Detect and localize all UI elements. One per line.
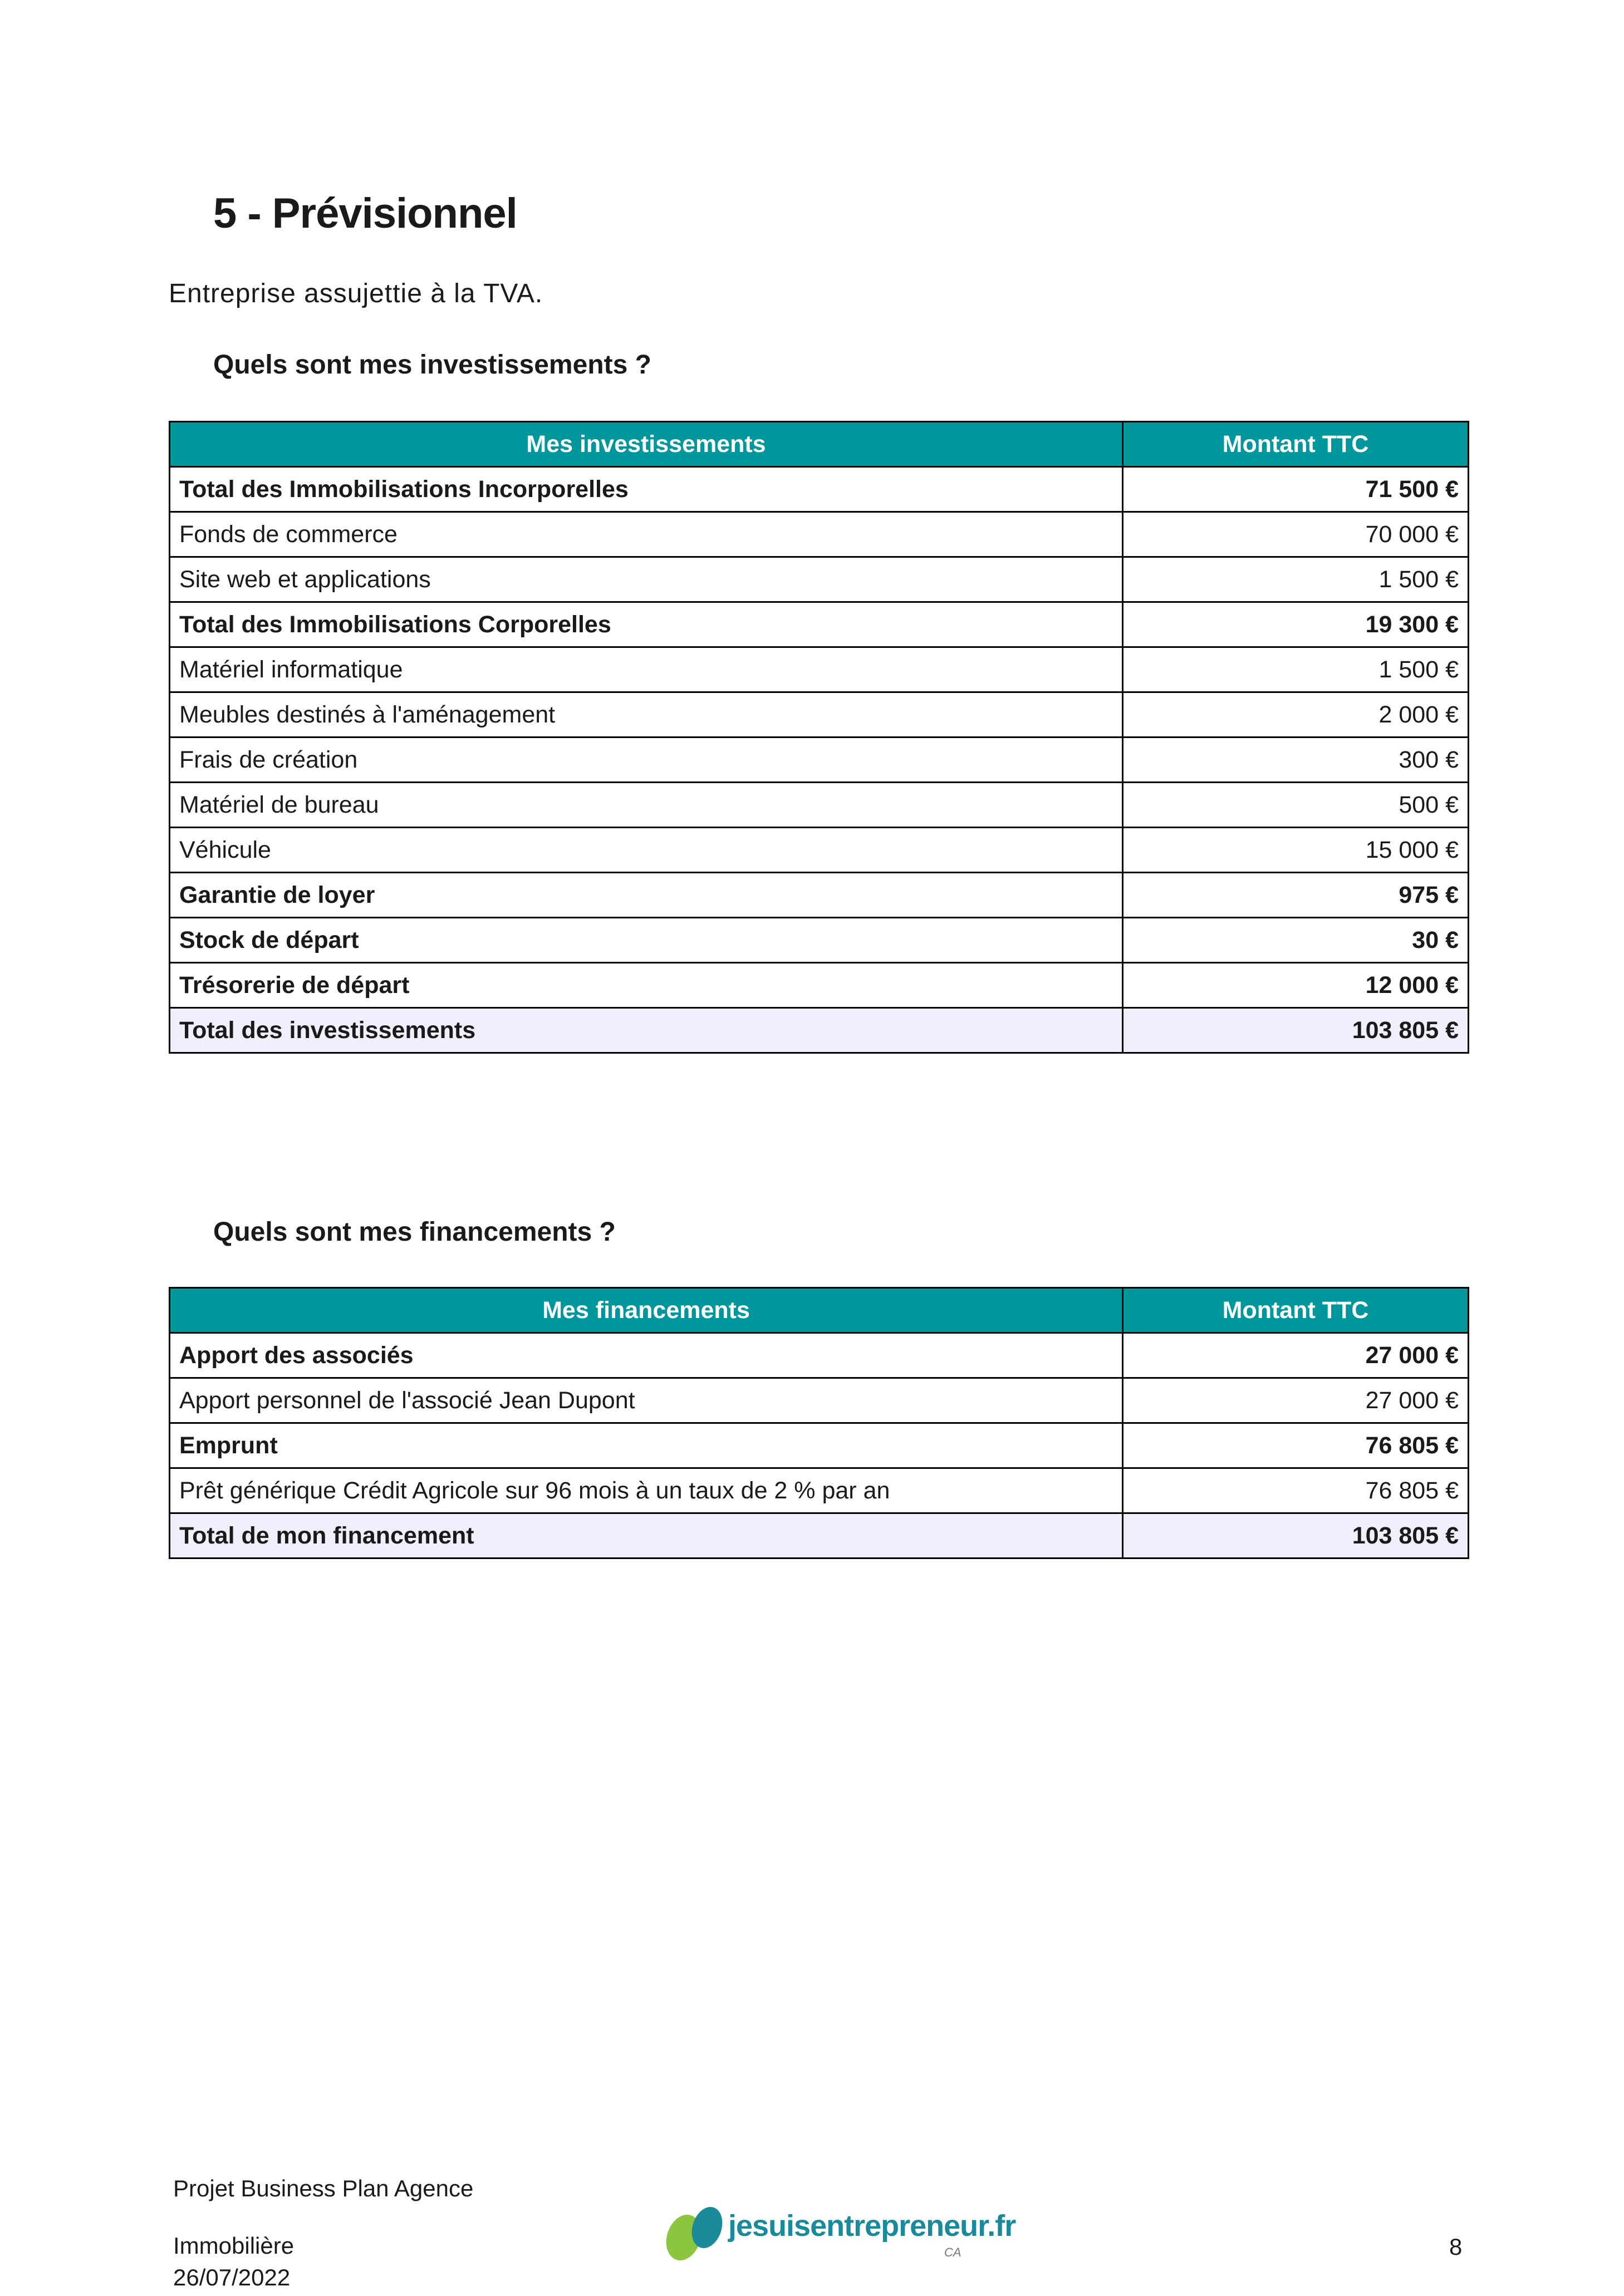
row-amount: 30 €: [1123, 918, 1469, 963]
row-label: Garantie de loyer: [170, 873, 1123, 918]
row-label: Total des Immobilisations Corporelles: [170, 602, 1123, 647]
column-header-amount: Montant TTC: [1123, 422, 1469, 467]
financing-table-body: [170, 1333, 1469, 1558]
footer-project-name: Projet Business Plan Agence: [173, 2175, 474, 2201]
row-label: Fonds de commerce: [170, 512, 1123, 557]
table-row: [170, 647, 1469, 692]
row-amount: 500 €: [1123, 783, 1469, 828]
row-label: Véhicule: [170, 828, 1123, 873]
page-number: 8: [1449, 2234, 1463, 2260]
table-row: [170, 738, 1469, 783]
row-label: Total de mon financement: [170, 1513, 1123, 1558]
financing-table: [169, 1287, 1469, 1559]
table-row: [170, 692, 1469, 738]
investments-table: [169, 421, 1469, 1054]
row-amount: 300 €: [1123, 738, 1469, 783]
row-label: Prêt générique Crédit Agricole sur 96 mois à un taux de 2 % par an: [170, 1468, 1123, 1513]
footer-date: 26/07/2022: [173, 2264, 291, 2290]
row-amount: 76 805 €: [1123, 1468, 1469, 1513]
table-row: [170, 1468, 1469, 1513]
row-amount: 76 805 €: [1123, 1423, 1469, 1468]
brand-logo-subtext: CA: [944, 2245, 961, 2259]
column-header-label: Mes investissements: [170, 422, 1123, 467]
row-amount: 103 805 €: [1123, 1008, 1469, 1053]
row-amount: 975 €: [1123, 873, 1469, 918]
brand-logo-text: jesuisentrepreneur.fr: [728, 2209, 1016, 2243]
table-row: [170, 1423, 1469, 1468]
row-label: Total des investissements: [170, 1008, 1123, 1053]
table-row: [170, 467, 1469, 512]
row-amount: 1 500 €: [1123, 647, 1469, 692]
table-header-row: [170, 422, 1469, 467]
row-amount: 27 000 €: [1123, 1378, 1469, 1423]
vat-statement: Entreprise assujettie à la TVA.: [169, 279, 543, 308]
table-row: [170, 783, 1469, 828]
row-amount: 2 000 €: [1123, 692, 1469, 738]
table-row: [170, 602, 1469, 647]
table-header-row: [170, 1288, 1469, 1333]
row-amount: 19 300 €: [1123, 602, 1469, 647]
row-amount: 12 000 €: [1123, 963, 1469, 1008]
row-label: Apport personnel de l'associé Jean Dupont: [170, 1378, 1123, 1423]
row-amount: 70 000 €: [1123, 512, 1469, 557]
table-row: [170, 918, 1469, 963]
table-row: [170, 963, 1469, 1008]
table-row: [170, 1378, 1469, 1423]
column-header-label: Mes financements: [170, 1288, 1123, 1333]
row-amount: 15 000 €: [1123, 828, 1469, 873]
row-label: Frais de création: [170, 738, 1123, 783]
table-row: [170, 512, 1469, 557]
row-label: Site web et applications: [170, 557, 1123, 602]
row-amount: 1 500 €: [1123, 557, 1469, 602]
leaf-icon: [661, 2203, 725, 2264]
table-row: [170, 1008, 1469, 1053]
investments-table-body: [170, 467, 1469, 1053]
row-label: Total des Immobilisations Incorporelles: [170, 467, 1123, 512]
row-label: Stock de départ: [170, 918, 1123, 963]
page-title: 5 - Prévisionnel: [213, 190, 517, 237]
financing-heading: Quels sont mes financements ?: [213, 1217, 616, 1247]
row-label: Matériel de bureau: [170, 783, 1123, 828]
row-amount: 103 805 €: [1123, 1513, 1469, 1558]
row-amount: 27 000 €: [1123, 1333, 1469, 1378]
investments-heading: Quels sont mes investissements ?: [213, 350, 651, 380]
table-row: [170, 557, 1469, 602]
footer-project-name-continued: Immobilière: [173, 2233, 295, 2259]
footer-project-info: [173, 2172, 473, 2293]
row-label: Apport des associés: [170, 1333, 1123, 1378]
brand-logo: [661, 2203, 1016, 2264]
table-row: [170, 828, 1469, 873]
table-row: [170, 873, 1469, 918]
column-header-amount: Montant TTC: [1123, 1288, 1469, 1333]
row-label: Trésorerie de départ: [170, 963, 1123, 1008]
table-row: [170, 1333, 1469, 1378]
row-label: Meubles destinés à l'aménagement: [170, 692, 1123, 738]
row-label: Matériel informatique: [170, 647, 1123, 692]
row-label: Emprunt: [170, 1423, 1123, 1468]
row-amount: 71 500 €: [1123, 467, 1469, 512]
table-row: [170, 1513, 1469, 1558]
